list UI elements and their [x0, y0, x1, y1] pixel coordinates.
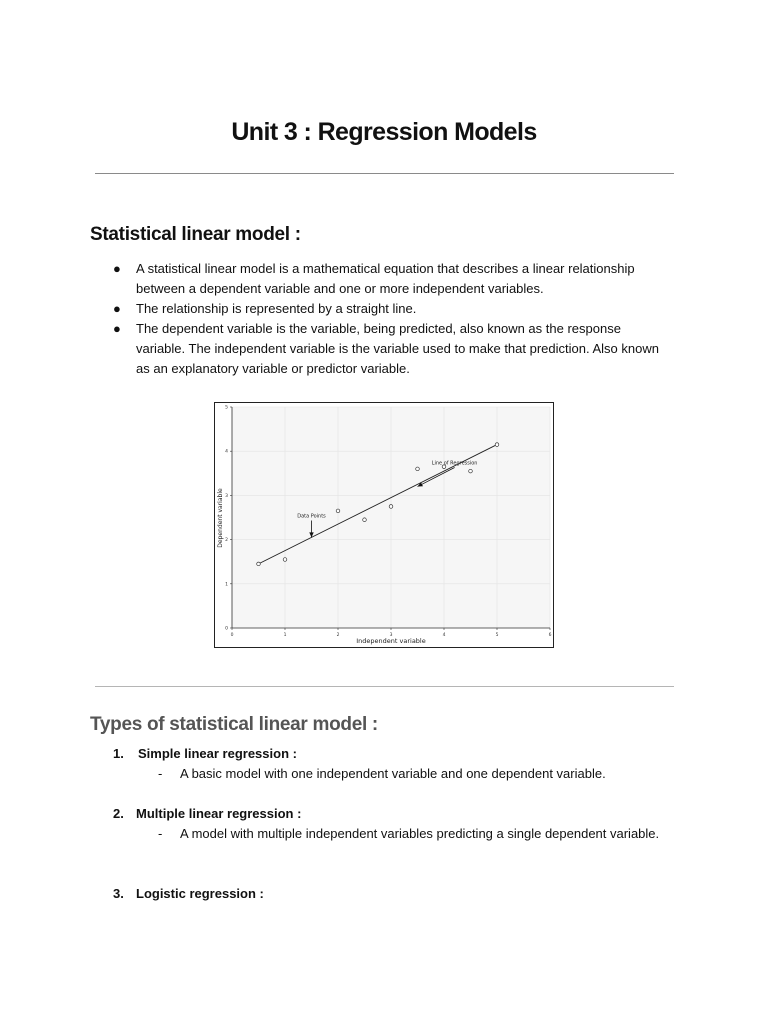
item-description	[158, 764, 673, 784]
x-tick-label: 5	[495, 633, 499, 638]
page-title: Unit 3 : Regression Models	[231, 118, 537, 146]
bullet-dot-icon: ●	[113, 301, 121, 316]
x-tick-label: 4	[442, 633, 446, 638]
data-point	[469, 469, 473, 473]
dash-icon: -	[158, 826, 163, 841]
y-tick-label: 0	[225, 626, 228, 632]
x-tick-label: 2	[336, 633, 340, 638]
data-point	[363, 518, 367, 522]
bullet-text: A statistical linear model is a mathematical equation that describes a linear relationship between a dependent variable and one or more independent variables.	[136, 261, 635, 296]
data-point	[416, 467, 420, 471]
y-axis-label: Dependent variable	[217, 488, 224, 548]
regression-chart-figure	[214, 402, 554, 648]
bullet-item	[113, 319, 673, 379]
y-tick-label: 4	[225, 449, 228, 455]
y-tick-labels	[225, 405, 232, 632]
x-tick-label: 6	[548, 633, 552, 638]
data-point	[336, 509, 340, 513]
section-divider	[95, 686, 674, 687]
item-description-text: A basic model with one independent variable and one dependent variable.	[180, 766, 606, 781]
data-point	[495, 443, 499, 447]
item-description-text: A model with multiple independent variables predicting a single dependent variable.	[180, 826, 660, 841]
item-number: 3.	[113, 886, 124, 901]
x-tick-label: 1	[283, 633, 287, 638]
bullet-text: The dependent variable is the variable, being predicted, also known as the response variable. The independent variable is the variable used to make that prediction. Also known as an explanatory variable or predictor variable.	[136, 321, 659, 376]
data-point	[389, 505, 393, 509]
regression-chart	[215, 403, 553, 647]
y-tick-label: 5	[225, 405, 228, 411]
item-description	[158, 824, 673, 844]
section-heading-statistical-linear-model: Statistical linear model :	[90, 224, 301, 245]
item-number: 2.	[113, 806, 124, 821]
data-point	[283, 558, 287, 562]
y-tick-label: 3	[225, 493, 228, 499]
annotation-label: Line of Regression	[431, 460, 478, 467]
bullet-dot-icon: ●	[113, 321, 121, 336]
x-axis-label: Independent variable	[356, 637, 426, 645]
item-label: Multiple linear regression :	[136, 806, 302, 821]
y-tick-label: 1	[225, 582, 228, 588]
bullet-text: The relationship is represented by a straight line.	[136, 301, 417, 316]
bullet-item	[113, 299, 673, 319]
y-tick-label: 2	[225, 538, 228, 544]
definition-bullet-list	[113, 259, 673, 379]
item-label: Logistic regression :	[136, 886, 264, 901]
data-point	[257, 562, 261, 566]
bullet-item	[113, 259, 673, 299]
bullet-dot-icon: ●	[113, 261, 121, 276]
annotation-label: Data Points	[297, 513, 326, 520]
title-divider	[95, 173, 674, 174]
item-number: 1.	[113, 746, 124, 761]
x-tick-label: 0	[230, 633, 234, 638]
dash-icon: -	[158, 766, 163, 781]
section-heading-types: Types of statistical linear model :	[90, 714, 378, 735]
item-label: Simple linear regression :	[138, 746, 297, 761]
x-tick-label: 3	[389, 633, 393, 638]
